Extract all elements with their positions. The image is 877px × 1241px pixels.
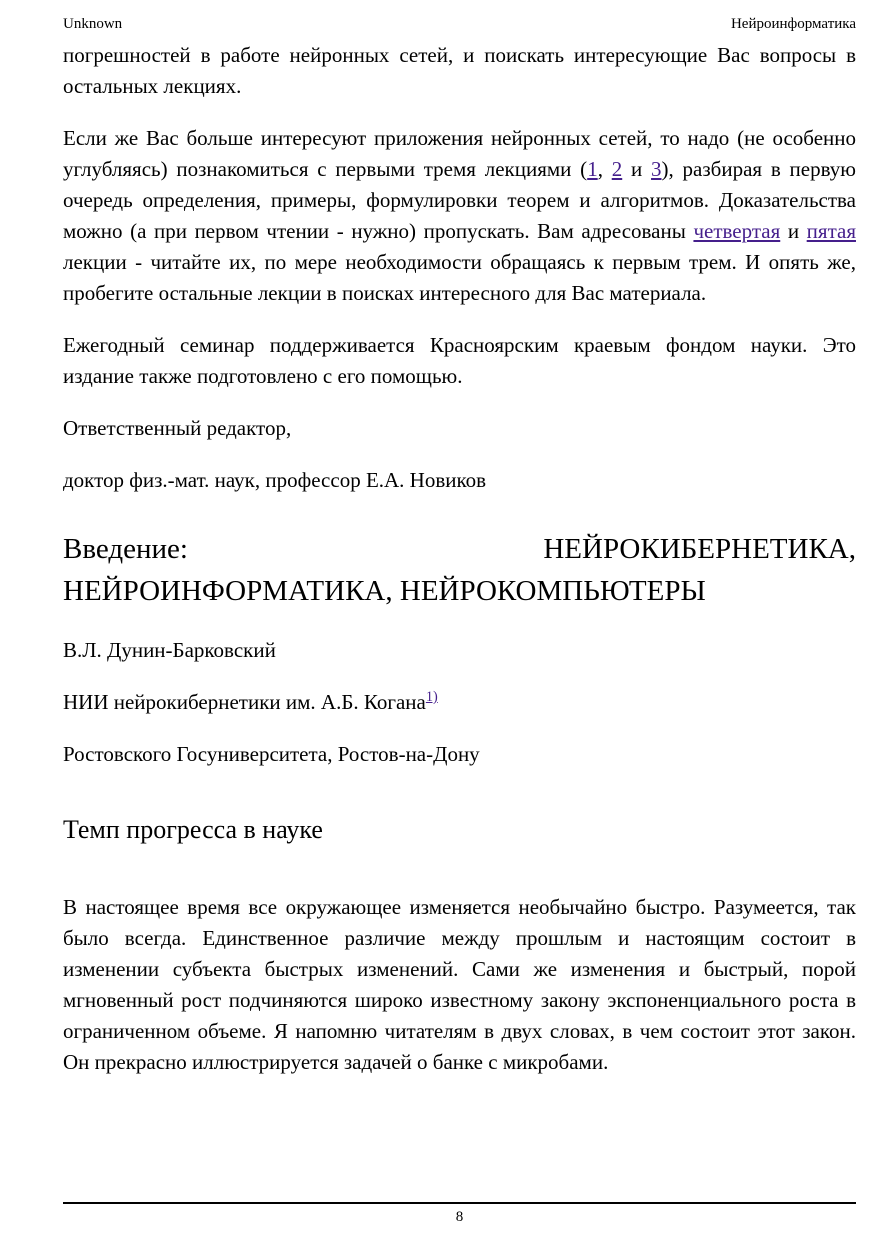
author-affiliation <box>63 687 856 718</box>
text-run: погрешностей в работе нейронных сетей, и поискать интересующие Вас вопросы в остальных лекциях. <box>63 43 856 98</box>
running-header <box>63 14 856 34</box>
section-title-progress-tempo: Темп прогресса в науке <box>63 815 323 844</box>
text-run: В.Л. Дунин-Барковский <box>63 638 276 662</box>
text-run: В настоящее время все окружающее изменяется необычайно быстро. Разумеется, так было всегда. Единственное различие между прошлым и настоящим состоит в изменении субъекта быстрых изменений. Сами же изменения и быстрый, порой мгновенный рост подчиняются широко известному закону экспоненциального роста в ограниченном объеме. Я напомню читателям в двух словах, в чем состоит этот закон. Он прекрасно иллюстрируется задачей о банке с микробами. <box>63 895 856 1074</box>
text-run: Если же Вас больше интересуют приложения нейронных сетей, то надо (не особенно углубляясь) познакомиться с первыми тремя лекциями ( <box>63 126 856 181</box>
footnote-link[interactable]: 1) <box>425 689 438 705</box>
text-run: , <box>597 157 612 181</box>
paragraph-continued <box>63 40 856 102</box>
author-name <box>63 635 856 666</box>
text-run: и <box>780 219 807 243</box>
paragraph-applications <box>63 123 856 309</box>
chapter-title-word-right: НЕЙРОКИБЕРНЕТИКА, <box>543 533 856 565</box>
text-run: ), разбирая в первую очередь определения, примеры, формулировки теорем и алгоритмов. Доказательства можно (а при первом чтении - нужно) пропускать. Вам адресованы <box>63 157 856 243</box>
chapter-title-word-left: Введение: <box>63 533 188 565</box>
text-run: Ростовского Госуниверситета, Ростов-на-Дону <box>63 742 480 766</box>
page-number: 8 <box>455 1209 464 1225</box>
inline-link[interactable]: четвертая <box>693 219 781 243</box>
header-section-name: Нейроинформатика <box>730 16 856 32</box>
text-run: Ежегодный семинар поддерживается Красноярским краевым фондом науки. Это издание также подготовлено с его помощью. <box>63 333 856 388</box>
text-run: НИИ нейрокибернетики им. А.Б. Когана <box>63 690 426 714</box>
page-footer <box>63 1202 856 1241</box>
text-run: и <box>622 157 652 181</box>
inline-link[interactable]: 1 <box>587 157 598 181</box>
paragraph-seminar <box>63 330 856 392</box>
chapter-title-introduction <box>63 528 856 612</box>
chapter-title-line2: НЕЙРОИНФОРМАТИКА, НЕЙРОКОМПЬЮТЕРЫ <box>63 575 706 607</box>
header-document-name: Unknown <box>63 16 123 32</box>
inline-link[interactable]: 2 <box>611 157 623 181</box>
inline-link[interactable]: пятая <box>806 219 856 243</box>
paragraph-editor-label <box>63 413 856 444</box>
chapter-title-line1 <box>63 528 856 570</box>
paragraph-editor-name <box>63 465 856 496</box>
inline-link[interactable]: 3 <box>651 157 662 181</box>
paragraph-progress <box>63 892 856 1078</box>
author-affiliation-city <box>63 739 856 770</box>
text-run: Ответственный редактор, <box>63 416 292 440</box>
text-run: лекции - читайте их, по мере необходимости обращаясь к первым трем. И опять же, пробегите остальные лекции в поисках интересного для Вас материала. <box>63 250 856 305</box>
text-run: доктор физ.-мат. наук, профессор Е.А. Новиков <box>63 468 487 492</box>
